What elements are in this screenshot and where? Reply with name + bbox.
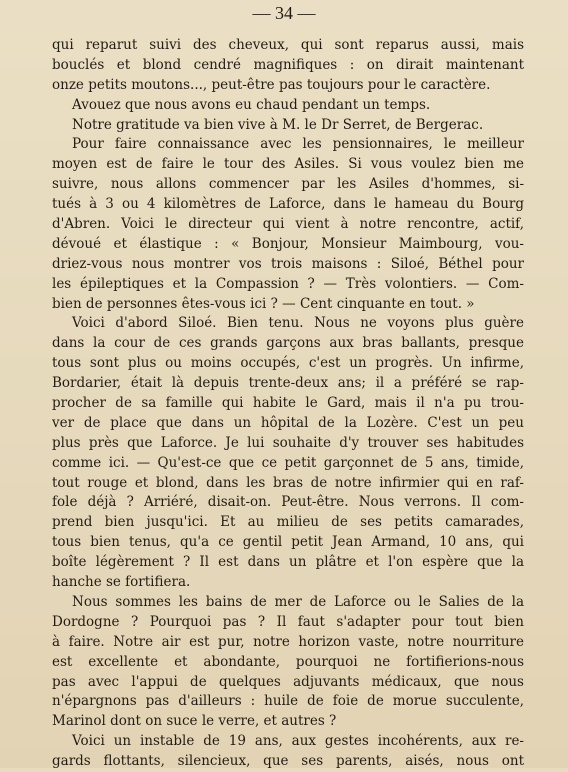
- text-line: dans la cour de ces grands garçons aux bras ballants, presque: [52, 335, 524, 352]
- text-line: prend bien jusqu'ici. Et au milieu de ses petits camarades,: [52, 514, 524, 531]
- text-line: Avouez que nous avons eu chaud pendant un temps.: [72, 96, 431, 113]
- text-line: driez-vous nous montrer vos trois maisons : Siloé, Béthel pour: [52, 255, 524, 272]
- page-number: — 34 —: [252, 3, 316, 23]
- text-line: onze petits moutons..., peut-être pas toujours pour le caractère.: [52, 76, 491, 93]
- text-line: Marinol dont on suce le verre, et autres ?: [52, 713, 337, 730]
- text-line: moyen est de faire le tour des Asiles. Si vous voulez bien me: [52, 156, 524, 173]
- text-line: est excellente et abondante, pourquoi ne fortifierions-nous: [52, 653, 524, 670]
- text-line: boîte légèrement ? Il est dans un plâtre et l'on espère que la: [52, 554, 524, 571]
- text-line: hanche se fortifiera.: [52, 574, 191, 591]
- body-text: [52, 36, 524, 772]
- text-line: n'épargnons pas d'ailleurs : huile de foie de morue succulente,: [52, 693, 524, 710]
- text-line: comme ici. — Qu'est-ce que ce petit garçonnet de 5 ans, timide,: [52, 454, 524, 471]
- text-line: d'Abren. Voici le directeur qui vient à notre rencontre, actif,: [52, 216, 524, 233]
- text-line: à faire. Notre air est pur, notre horizon vaste, notre nourriture: [52, 633, 524, 650]
- text-line: tout rouge et blond, dans les bras de notre infirmier qui en raf-: [52, 474, 524, 491]
- text-line: tous sont plus ou moins occupés, c'est un progrès. Un infirme,: [52, 355, 524, 372]
- text-line: les épileptiques et la Compassion ? — Très volontiers. — Com-: [52, 275, 524, 292]
- text-line: Bordarier, était là depuis trente-deux ans; il a préféré se rap-: [52, 375, 524, 392]
- text-line: Voici d'abord Siloé. Bien tenu. Nous ne voyons plus guère: [72, 315, 524, 332]
- text-line: fole déjà ? Arriéré, disait-on. Peut-être. Nous verrons. Il com-: [52, 494, 524, 511]
- text-line: Notre gratitude va bien vive à M. le Dr Serret, de Bergerac.: [72, 116, 484, 133]
- text-line: Dordogne ? Pourquoi pas ? Il faut s'adapter pour tout bien: [52, 613, 524, 630]
- text-line: tous bien tenus, qu'a ce gentil petit Jean Armand, 10 ans, qui: [52, 534, 524, 551]
- text-line: dévoué et élastique : « Bonjour, Monsieur Maimbourg, vou-: [52, 235, 524, 252]
- text-line: plus près que Laforce. Je lui souhaite d'y trouver ses habitudes: [52, 434, 524, 451]
- text-line: qui reparut suivi des cheveux, qui sont reparus aussi, mais: [52, 37, 524, 53]
- text-line: bouclés et blond cendré magnifiques : on dirait maintenant: [52, 56, 524, 73]
- text-line: Nous sommes les bains de mer de Laforce ou le Salies de la: [72, 593, 524, 610]
- text-line: ver de place que dans un hôpital de la Lozère. C'est un peu: [52, 414, 524, 431]
- text-line: procher de sa famille qui habite le Gard, mais il n'a pu trou-: [52, 395, 524, 412]
- text-line: bien de personnes êtes-vous ici ? — Cent cinquante en tout. »: [52, 295, 475, 312]
- text-line: gards flottants, silencieux, que ses parents, aisés, nous ont: [52, 753, 524, 770]
- text-line: suivre, nous allons commencer par les Asiles d'hommes, si-: [52, 176, 524, 193]
- text-line: tués à 3 ou 4 kilomètres de Laforce, dans le hameau du Bourg: [52, 196, 524, 213]
- text-line: Pour faire connaissance avec les pensionnaires, le meilleur: [72, 136, 524, 153]
- text-line: Voici un instable de 19 ans, aux gestes incohérents, aux re-: [72, 733, 524, 750]
- text-line: pas avec l'appui de quelques adjuvants médicaux, que nous: [52, 673, 524, 690]
